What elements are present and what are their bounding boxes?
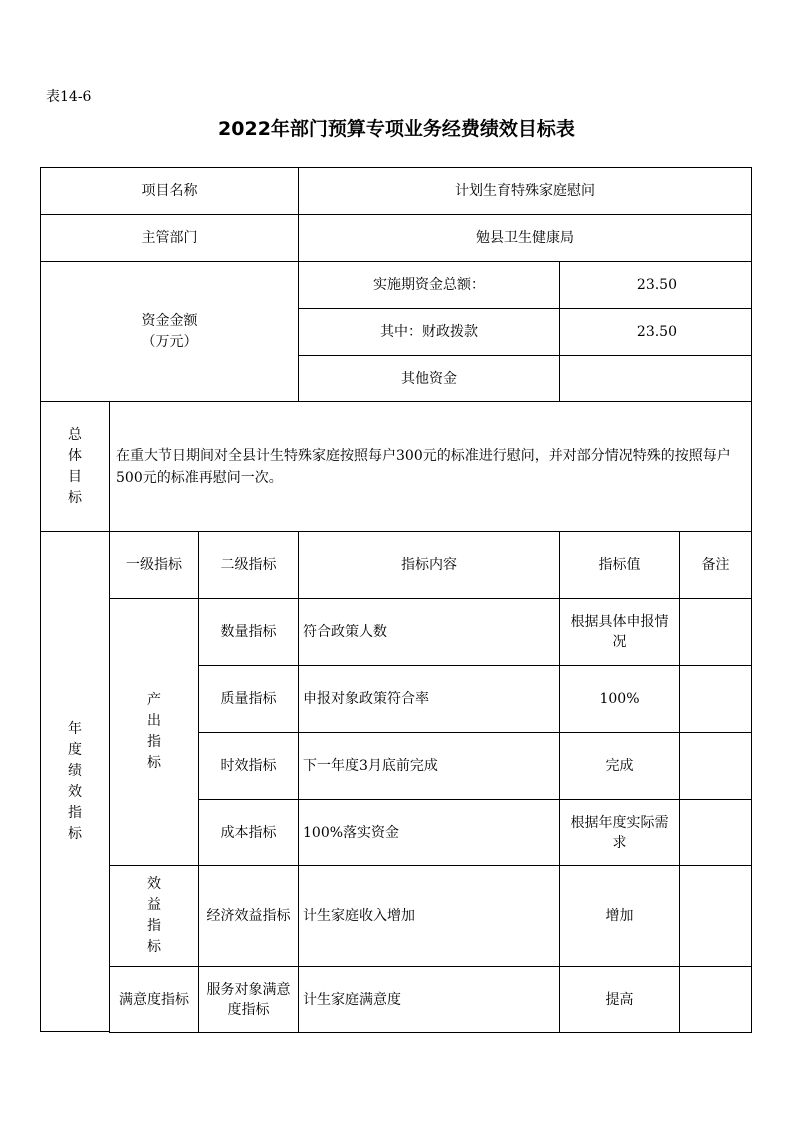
output-char: 指: [147, 734, 161, 750]
table-row-content: 100%落实资金: [298, 799, 560, 866]
funds-fiscal-value: 23.50: [559, 308, 752, 356]
table-row-level2: 成本指标: [198, 799, 299, 866]
funds-label-line2: （万元）: [141, 333, 198, 350]
table-row-level2: 数量指标: [198, 598, 299, 666]
project-name-label: 项目名称: [40, 167, 299, 215]
annual-indicators-char: 年: [68, 720, 82, 737]
annual-indicators-char: 度: [68, 741, 82, 758]
output-indicators-label: [109, 598, 199, 866]
table-row-value: 完成: [559, 732, 680, 800]
annual-indicators-char: 绩: [68, 762, 82, 779]
department-label: 主管部门: [40, 214, 299, 262]
header-level2: 二级指标: [198, 531, 299, 599]
table-row-level2: 服务对象满意度指标: [198, 966, 299, 1033]
overall-goal-char: 目: [68, 468, 82, 485]
funds-total-value: 23.50: [559, 261, 752, 309]
table-row-content: 申报对象政策符合率: [298, 665, 560, 733]
funds-label: [40, 261, 299, 402]
header-value: 指标值: [559, 531, 680, 599]
project-name-value: 计划生育特殊家庭慰问: [298, 167, 752, 215]
satisfaction-indicators-label: 满意度指标: [109, 966, 199, 1033]
benefit-char: 标: [147, 939, 161, 955]
table-row-level2: 经济效益指标: [198, 865, 299, 967]
table-row-value: 根据具体申报情况: [559, 598, 680, 666]
table-row-content: 计生家庭满意度: [298, 966, 560, 1033]
table-row-value: 100%: [559, 665, 680, 733]
funds-label-line1: 资金金额: [141, 312, 198, 329]
overall-goal-char: 标: [68, 489, 82, 506]
overall-goal-text: 在重大节日期间对全县计生特殊家庭按照每户300元的标准进行慰问，并对部分情况特殊的按照每户500元的标准再慰问一次。: [109, 401, 752, 532]
output-char: 标: [147, 755, 161, 771]
funds-other-label: 其他资金: [298, 355, 560, 402]
table-row-level2: 时效指标: [198, 732, 299, 800]
benefit-indicators-label: [109, 865, 199, 967]
table-row-note: [679, 799, 752, 866]
table-row-level2: 质量指标: [198, 665, 299, 733]
table-row-content: 符合政策人数: [298, 598, 560, 666]
table-row-content: 下一年度3月底前完成: [298, 732, 560, 800]
benefit-char: 指: [147, 918, 161, 934]
table-row-note: [679, 865, 752, 967]
annual-indicators-char: 标: [68, 825, 82, 842]
page-title: 2022年部门预算专项业务经费绩效目标表: [218, 118, 575, 140]
header-level1: 一级指标: [109, 531, 199, 599]
benefit-char: 益: [147, 897, 161, 913]
table-row-value: 提高: [559, 966, 680, 1033]
overall-goal-char: 体: [68, 447, 82, 464]
table-row-note: [679, 966, 752, 1033]
benefit-char: 效: [147, 876, 161, 892]
table-row-value: 增加: [559, 865, 680, 967]
annual-indicators-char: 效: [68, 783, 82, 800]
department-value: 勉县卫生健康局: [298, 214, 752, 262]
annual-indicators-char: 指: [68, 804, 82, 821]
table-row-content: 计生家庭收入增加: [298, 865, 560, 967]
table-row-note: [679, 732, 752, 800]
overall-goal-char: 总: [68, 426, 82, 443]
table-row-note: [679, 598, 752, 666]
output-char: 出: [147, 713, 161, 729]
header-note: 备注: [679, 531, 752, 599]
funds-fiscal-label: 其中：财政拨款: [298, 308, 560, 356]
table-row-value: 根据年度实际需求: [559, 799, 680, 866]
annual-indicators-label: [40, 531, 110, 1032]
table-number: 表14-6: [46, 89, 92, 105]
funds-total-label: 实施期资金总额：: [298, 261, 560, 309]
overall-goal-label: [40, 401, 110, 532]
table-row-note: [679, 665, 752, 733]
output-char: 产: [147, 692, 161, 708]
funds-other-value: [559, 355, 752, 402]
header-content: 指标内容: [298, 531, 560, 599]
